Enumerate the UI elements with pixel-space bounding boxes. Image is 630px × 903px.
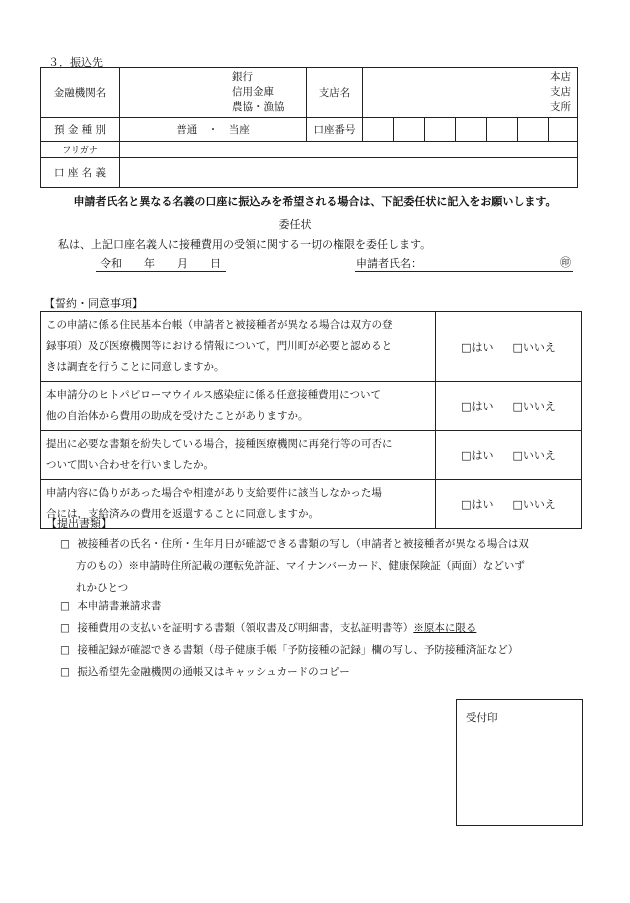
original-only-note: ※原本に限る [413,622,477,634]
seal-mark: ㊞ [560,256,571,269]
document-item [60,617,476,639]
yes-checkbox[interactable]: □はい [461,498,494,511]
account-digit-3[interactable] [425,118,456,142]
pledge-question-line: 合には，支給済みの費用を返還することに同意しますか。 [46,508,319,520]
document-item [60,533,529,555]
document-text: 振込希望先金融機関の通帳又はキャッシュカードのコピー [77,666,350,678]
branch-type-honten: 本店 [550,71,571,83]
account-digit-6[interactable] [518,118,549,142]
no-checkbox[interactable]: □いいえ [512,449,556,462]
pledge-question-line: 申請内容に偽りがあった場合や相違があり支給要件に該当しなかった場 [46,487,382,499]
pledge-question-line: 録事項）及び医療機関等における情報について，門川町が必要と認めると [46,340,393,352]
pledge-question-line: 他の自治体から費用の助成を受けたことがありますか。 [46,410,309,422]
delegation-applicant-line[interactable] [355,271,573,272]
document-item [60,639,518,661]
yes-checkbox[interactable]: □はい [461,400,494,413]
document-text: 被接種者の氏名・住所・生年月日が確認できる書類の写し（申請者と被接種者が異なる場合は双 [77,538,529,550]
document-checkbox[interactable]: □ [60,538,70,550]
furigana-label: フリガナ [41,142,120,158]
bank-type-bank: 銀行 [232,71,253,83]
account-holder-field[interactable] [120,158,578,188]
bank-type-shinkin: 信用金庫 [232,86,274,98]
delegation-instruction: 申請者氏名と異なる名義の口座に振込みを希望される場合は、下記委任状に記入をお願いします。 [73,195,557,208]
document-text: 接種費用の支払いを証明する書類（領収書及び明細書，支払証明書等） [77,622,414,634]
document-checkbox[interactable]: □ [60,622,70,634]
delegation-title: 委任状 [278,218,312,231]
bank-name-field[interactable] [120,68,307,118]
pledge-question-line: ついて問い合わせを行いましたか。 [46,459,214,471]
deposit-type-options[interactable]: 普通 ・ 当座 [120,118,307,142]
delegation-text: 私は、上記口座名義人に接種費用の受領に関する一切の権限を委任します。 [58,238,432,251]
delegation-applicant-label: 申請者氏名： [356,257,422,270]
no-checkbox[interactable]: □いいえ [512,400,556,413]
pledge-heading: 【誓約・同意事項】 [44,297,143,310]
branch-name-field[interactable] [363,68,578,118]
account-digit-2[interactable] [394,118,425,142]
pledge-row [41,431,582,480]
bank-name-label: 金融機関名 [41,68,120,118]
document-checkbox[interactable]: □ [60,600,70,612]
account-digit-7[interactable] [549,118,578,142]
document-checkbox[interactable]: □ [60,644,70,656]
document-text: 本申請書兼請求書 [77,600,162,612]
no-checkbox[interactable]: □いいえ [512,340,556,354]
document-item-continuation [76,555,525,577]
delegation-date: 令和 年 月 日 [100,257,221,270]
pledge-row [41,480,582,529]
pledge-question-line: きは調査を行うことに同意しますか。 [46,361,225,373]
pledge-question-line: この申請に係る住民基本台帳（申請者と被接種者が異なる場合は双方の登 [46,319,393,331]
furigana-field[interactable] [120,142,578,158]
document-item [60,661,350,683]
branch-type-shisho: 支所 [550,101,571,113]
section-heading-transfer: ３．振込先 [48,56,103,69]
document-checkbox[interactable]: □ [60,666,70,678]
receipt-stamp-label: 受付印 [466,712,498,724]
account-digit-5[interactable] [487,118,518,142]
pledge-table [40,311,582,529]
pledge-question-line: 本申請分のヒトパピローマウイルス感染症に係る任意接種費用について [46,389,381,401]
delegation-date-line[interactable] [96,271,226,272]
account-digit-1[interactable] [363,118,394,142]
deposit-type-label: 預 金 種 別 [41,118,120,142]
pledge-question-line: 提出に必要な書類を紛失している場合，接種医療機関に再発行等の可否に [46,438,393,450]
document-text: れかひとつ [76,582,129,594]
yes-checkbox[interactable]: □はい [461,340,494,354]
no-checkbox[interactable]: □いいえ [512,498,556,511]
account-number-label: 口座番号 [307,118,363,142]
pledge-row [41,312,582,382]
document-text: 方のもの）※申請時住所記載の運転免許証、マイナンバーカード、健康保険証（両面）などいず [76,560,525,572]
bank-account-table [40,67,578,188]
account-digit-4[interactable] [456,118,487,142]
pledge-row [41,382,582,431]
yes-checkbox[interactable]: □はい [461,449,494,462]
branch-name-label: 支店名 [307,68,363,118]
documents-heading: 【提出書類】 [46,517,112,530]
bank-type-nokyo: 農協・漁協 [232,101,285,113]
branch-type-shiten: 支店 [550,86,571,98]
document-text: 接種記録が確認できる書類（母子健康手帳「予防接種の記録」欄の写し、予防接種済証など） [77,644,519,656]
document-item [60,595,161,617]
account-holder-label: 口 座 名 義 [41,158,120,188]
receipt-stamp-box [456,699,583,826]
